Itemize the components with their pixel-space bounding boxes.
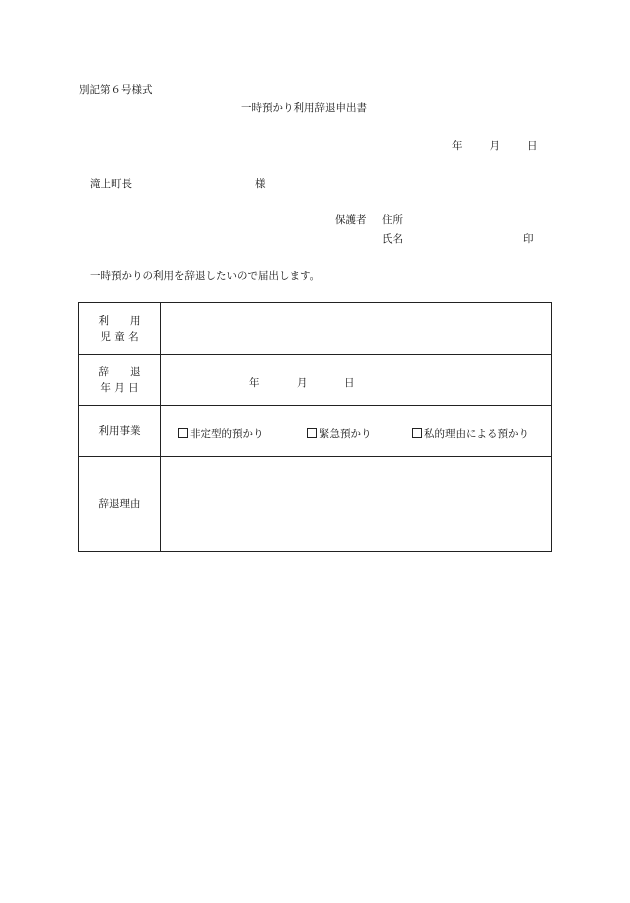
application-table	[78, 302, 552, 552]
service-option-label: 非定型的預かり	[190, 428, 264, 440]
form-number: 別記第６号様式	[79, 84, 153, 96]
child-name-label-line1: 利 用	[98, 314, 141, 327]
service-option-label: 私的理由による預かり	[424, 428, 529, 440]
withdrawal-date-field[interactable]	[161, 355, 552, 406]
service-options	[161, 406, 552, 457]
statement-text: 一時預かりの利用を辞退したいので届出します。	[90, 270, 321, 282]
reason-label: 辞退理由	[79, 457, 161, 552]
reason-field[interactable]	[161, 457, 552, 552]
checkbox-icon[interactable]	[178, 428, 188, 438]
withdrawal-date-label-line2: 年 月 日	[100, 382, 139, 394]
checkbox-icon[interactable]	[412, 428, 422, 438]
child-name-label-line2: 児 童 名	[100, 330, 139, 343]
table-row	[79, 355, 552, 406]
addressee-honorific: 様	[255, 178, 266, 190]
withdrawal-year-label: 年	[249, 377, 260, 389]
address-label: 住所	[382, 214, 403, 226]
child-name-label	[79, 303, 161, 355]
submission-date	[452, 138, 538, 153]
service-label: 利用事業	[79, 406, 161, 457]
document-title: 一時預かり利用辞退申出書	[241, 102, 367, 114]
name-label: 氏名	[382, 233, 403, 245]
year-label: 年	[452, 140, 463, 152]
addressee-name: 滝上町長	[90, 178, 132, 190]
table-row	[79, 406, 552, 457]
checkbox-icon[interactable]	[307, 428, 317, 438]
service-option-emergency[interactable]	[307, 426, 372, 441]
guardian-label: 保護者	[335, 214, 367, 226]
withdrawal-month-label: 月	[297, 377, 308, 389]
child-name-field[interactable]	[161, 303, 552, 355]
table-row	[79, 303, 552, 355]
service-option-private[interactable]	[412, 426, 529, 441]
service-option-label: 緊急預かり	[319, 428, 372, 440]
day-label: 日	[527, 140, 538, 152]
withdrawal-date-label	[79, 355, 161, 406]
withdrawal-day-label: 日	[344, 377, 355, 389]
withdrawal-date-label-line1: 辞 退	[98, 366, 141, 378]
table-row	[79, 457, 552, 552]
month-label: 月	[489, 140, 500, 152]
seal-mark: 印	[523, 233, 534, 245]
service-option-atypical[interactable]	[178, 426, 264, 441]
